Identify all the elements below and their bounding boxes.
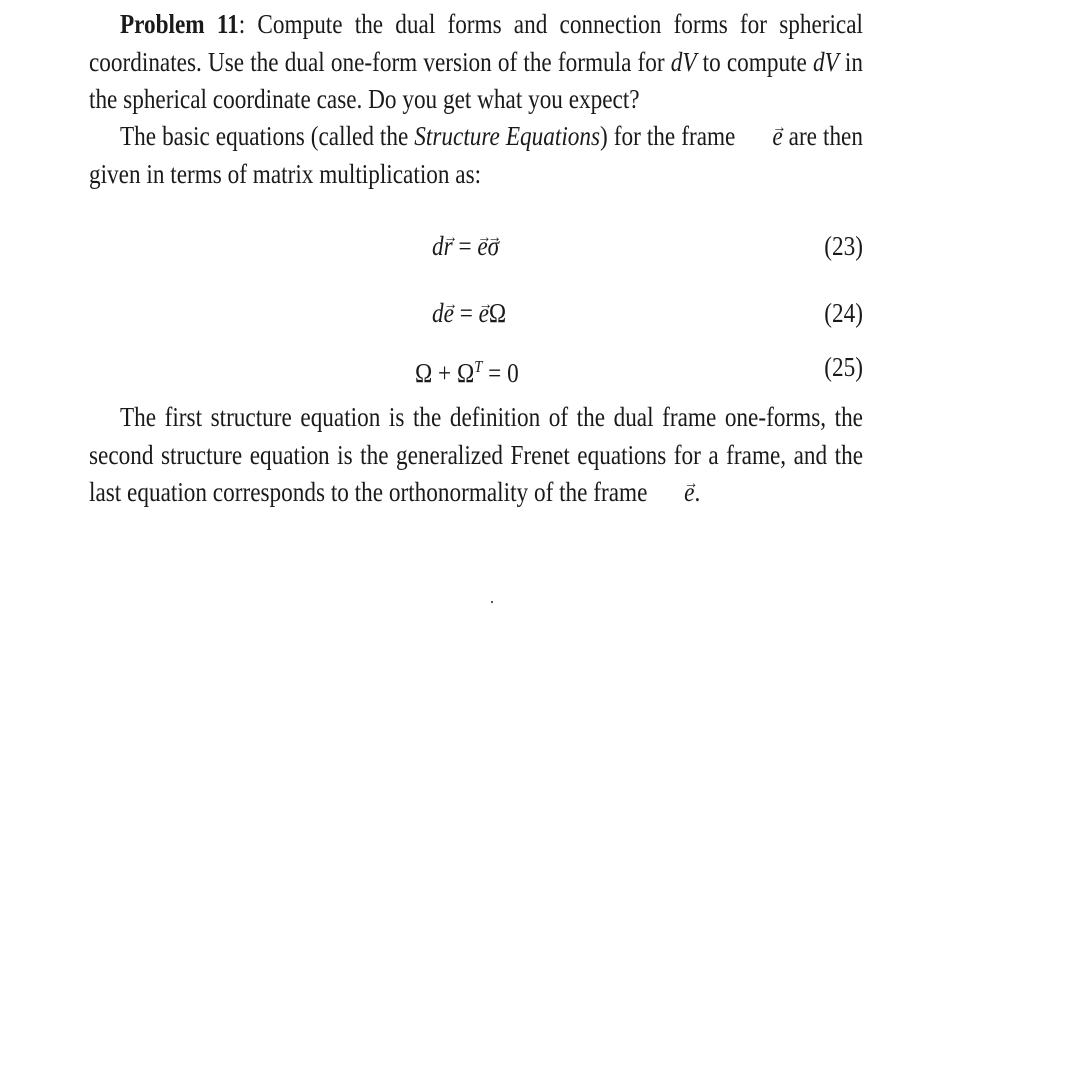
closing-text-a: The first structure equation is the definition of the dual frame one-forms, the second structure equation is the generalized Frenet equations for a frame, and the last equation corresponds to the orthonormality of the frame (89, 402, 863, 507)
r-vector: r → (444, 226, 453, 266)
intro-text-b: ) for the frame (600, 121, 742, 151)
omega-symbol: Ω (488, 298, 507, 328)
transpose-superscript: T (474, 357, 483, 376)
equation-number: (25) (824, 352, 863, 382)
equation-number: (24) (824, 298, 863, 328)
equation-24-body (432, 293, 506, 333)
closing-paragraph (89, 399, 863, 512)
problem-label: Problem 11 (119, 9, 239, 39)
dv-symbol: dV (812, 46, 839, 77)
e-vector: e → (444, 293, 454, 333)
intro-text-a: The basic equations (called the (119, 121, 415, 151)
problem-paragraph (89, 6, 863, 119)
differential-d: d (432, 231, 444, 261)
equation-23-body (432, 226, 499, 266)
equals-sign: = (452, 231, 478, 261)
equation-25 (89, 347, 863, 387)
equals-zero: = 0 (482, 358, 519, 388)
frame-e-vector: e → (653, 474, 694, 512)
sigma-vector: σ → (488, 226, 499, 266)
intro-text-c: are then given in terms of matrix multiplication as: (89, 121, 863, 189)
e-vector: e → (477, 226, 487, 266)
dv-symbol: dV (670, 46, 697, 77)
problem-text-b: to compute (696, 46, 813, 77)
equation-25-body (415, 347, 519, 393)
structure-equations-emph: Structure Equations (414, 121, 601, 151)
intro-paragraph (89, 118, 863, 193)
differential-d: d (432, 298, 444, 328)
stray-dot (491, 601, 493, 603)
equation-23 (89, 226, 863, 266)
omega-sum: Ω + Ω (415, 358, 475, 388)
problem-text-a: : Compute the dual forms and connection forms for spherical coordinates. Use the dual one-form version of the formula for (89, 9, 864, 77)
problem-text-c: in the spherical coordinate case. Do you get what you expect? (89, 46, 863, 114)
closing-text-b: . (694, 477, 701, 507)
frame-e-vector: e → (741, 118, 782, 156)
equation-number: (23) (824, 231, 863, 261)
equals-sign: = (453, 298, 479, 328)
e-vector: e → (479, 293, 489, 333)
equation-24 (89, 293, 863, 333)
